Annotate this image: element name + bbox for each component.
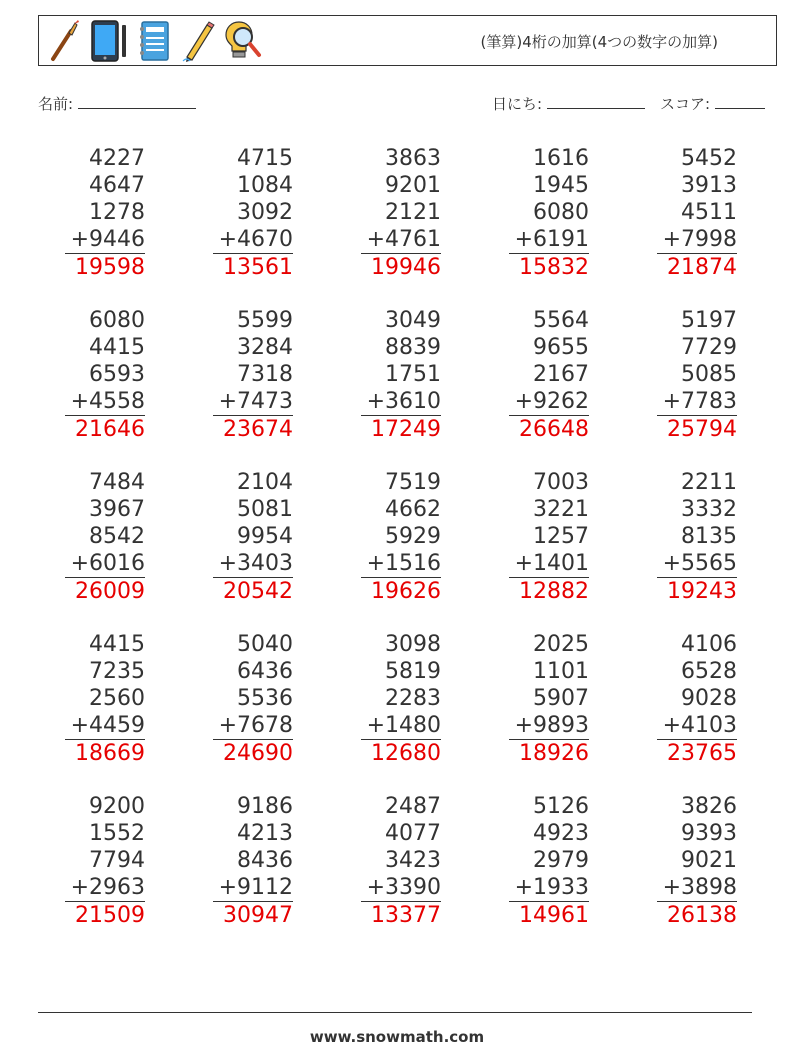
problem [213,631,293,767]
addend: 3221 [533,497,589,522]
addend: 1552 [89,821,145,846]
addend: 2487 [385,794,441,819]
answer: 26009 [75,579,145,604]
addend-operator: +1933 [509,874,589,902]
addend-operator: +9446 [65,226,145,254]
addend: 4415 [89,632,145,657]
addend: 6080 [89,308,145,333]
problem [509,145,589,281]
answer: 21646 [75,417,145,442]
addend: 1101 [533,659,589,684]
addend-operator: +4103 [657,712,737,740]
problem [65,145,145,281]
addend: 3098 [385,632,441,657]
addend: 5819 [385,659,441,684]
name-blank[interactable] [78,94,196,109]
addend: 7484 [89,470,145,495]
addend: 9393 [681,821,737,846]
worksheet-header [38,15,777,66]
addend-operator: +3610 [361,388,441,416]
addend: 3863 [385,146,441,171]
addend: 6528 [681,659,737,684]
addend: 2979 [533,848,589,873]
addend: 3092 [237,200,293,225]
addend: 5126 [533,794,589,819]
score-label: スコア: [660,95,711,113]
answer: 21874 [667,255,737,280]
footer-site: www.snowmath.com [309,1028,485,1046]
addend: 4923 [533,821,589,846]
addend-operator: +7473 [213,388,293,416]
worksheet-title: (筆算)4桁の加算(4つの数字の加算) [480,33,718,51]
answer: 15832 [519,255,589,280]
addend: 2104 [237,470,293,495]
addend: 4227 [89,146,145,171]
addend: 9954 [237,524,293,549]
answer: 12882 [519,579,589,604]
answer: 30947 [223,903,293,928]
date-blank[interactable] [547,94,645,109]
addend: 1616 [533,146,589,171]
addend-operator: +7998 [657,226,737,254]
pencil-icon [181,19,215,63]
problem [657,793,737,929]
addend: 1945 [533,173,589,198]
addend: 5599 [237,308,293,333]
addend: 8839 [385,335,441,360]
problem [657,631,737,767]
addend: 7003 [533,470,589,495]
problem [65,631,145,767]
problem [65,793,145,929]
problem [361,631,441,767]
addend-operator: +4558 [65,388,145,416]
tablet-icon [89,19,129,63]
addend: 4077 [385,821,441,846]
answer: 26138 [667,903,737,928]
problem [509,307,589,443]
addend: 5040 [237,632,293,657]
name-label: 名前: [38,95,74,113]
answer: 19243 [667,579,737,604]
score-field [660,93,765,114]
answer: 13561 [223,255,293,280]
addend: 5081 [237,497,293,522]
addend: 7235 [89,659,145,684]
addend: 3826 [681,794,737,819]
addend: 5907 [533,686,589,711]
problem [361,469,441,605]
answer: 25794 [667,417,737,442]
addend-operator: +7783 [657,388,737,416]
problem [361,145,441,281]
problem [509,631,589,767]
answer: 19598 [75,255,145,280]
date-field [492,93,645,114]
addend: 4511 [681,200,737,225]
addend: 9021 [681,848,737,873]
notebook-icon [137,19,173,63]
addend-operator: +6191 [509,226,589,254]
addend-operator: +3403 [213,550,293,578]
addend: 5452 [681,146,737,171]
addend: 7729 [681,335,737,360]
answer: 24690 [223,741,293,766]
addend: 7519 [385,470,441,495]
problem [657,145,737,281]
problem [657,307,737,443]
problem [213,145,293,281]
addend-operator: +4459 [65,712,145,740]
problem [213,793,293,929]
addend: 6080 [533,200,589,225]
addend: 3913 [681,173,737,198]
addend: 1084 [237,173,293,198]
addend: 7794 [89,848,145,873]
addend-operator: +1516 [361,550,441,578]
addend-operator: +1480 [361,712,441,740]
addend: 4715 [237,146,293,171]
addend: 7318 [237,362,293,387]
addend: 2283 [385,686,441,711]
footer-divider [38,1012,752,1013]
addend: 2560 [89,686,145,711]
addend: 5085 [681,362,737,387]
addend: 4213 [237,821,293,846]
addend: 2167 [533,362,589,387]
addend: 9200 [89,794,145,819]
addend: 3967 [89,497,145,522]
addend-operator: +9893 [509,712,589,740]
answer: 20542 [223,579,293,604]
addend: 2211 [681,470,737,495]
addend: 8135 [681,524,737,549]
answer: 23674 [223,417,293,442]
addend: 8542 [89,524,145,549]
answer: 17249 [371,417,441,442]
addend: 9186 [237,794,293,819]
problem [509,793,589,929]
answer: 23765 [667,741,737,766]
addend-operator: +9262 [509,388,589,416]
addend: 6436 [237,659,293,684]
addend-operator: +7678 [213,712,293,740]
addend-operator: +9112 [213,874,293,902]
addend: 5929 [385,524,441,549]
paintbrush-icon [45,19,81,63]
addend: 3423 [385,848,441,873]
addend: 3332 [681,497,737,522]
answer: 12680 [371,741,441,766]
addend: 3284 [237,335,293,360]
addend: 1257 [533,524,589,549]
addend: 1278 [89,200,145,225]
magnifier-bulb-icon [223,19,263,63]
score-blank[interactable] [715,94,765,109]
addend: 2025 [533,632,589,657]
answer: 14961 [519,903,589,928]
answer: 13377 [371,903,441,928]
problem [361,793,441,929]
addend: 9028 [681,686,737,711]
addend-operator: +6016 [65,550,145,578]
addend: 6593 [89,362,145,387]
addend: 5564 [533,308,589,333]
addend: 3049 [385,308,441,333]
answer: 21509 [75,903,145,928]
problem [65,307,145,443]
header-icons [45,19,263,63]
problem [361,307,441,443]
addend: 5197 [681,308,737,333]
date-label: 日にち: [492,95,543,113]
addend-operator: +4670 [213,226,293,254]
answer: 19626 [371,579,441,604]
addend: 4106 [681,632,737,657]
problem [213,307,293,443]
problem [65,469,145,605]
addend-operator: +3390 [361,874,441,902]
addend-operator: +5565 [657,550,737,578]
addend: 9655 [533,335,589,360]
addend-operator: +4761 [361,226,441,254]
addend: 5536 [237,686,293,711]
addend-operator: +2963 [65,874,145,902]
problem [509,469,589,605]
addend: 4662 [385,497,441,522]
problem [657,469,737,605]
addend: 1751 [385,362,441,387]
addend: 4647 [89,173,145,198]
addend: 2121 [385,200,441,225]
answer: 18669 [75,741,145,766]
answer: 19946 [371,255,441,280]
addend: 8436 [237,848,293,873]
addend: 9201 [385,173,441,198]
problem [213,469,293,605]
addend-operator: +3898 [657,874,737,902]
answer: 26648 [519,417,589,442]
addend-operator: +1401 [509,550,589,578]
addend: 4415 [89,335,145,360]
name-field [38,93,196,114]
answer: 18926 [519,741,589,766]
